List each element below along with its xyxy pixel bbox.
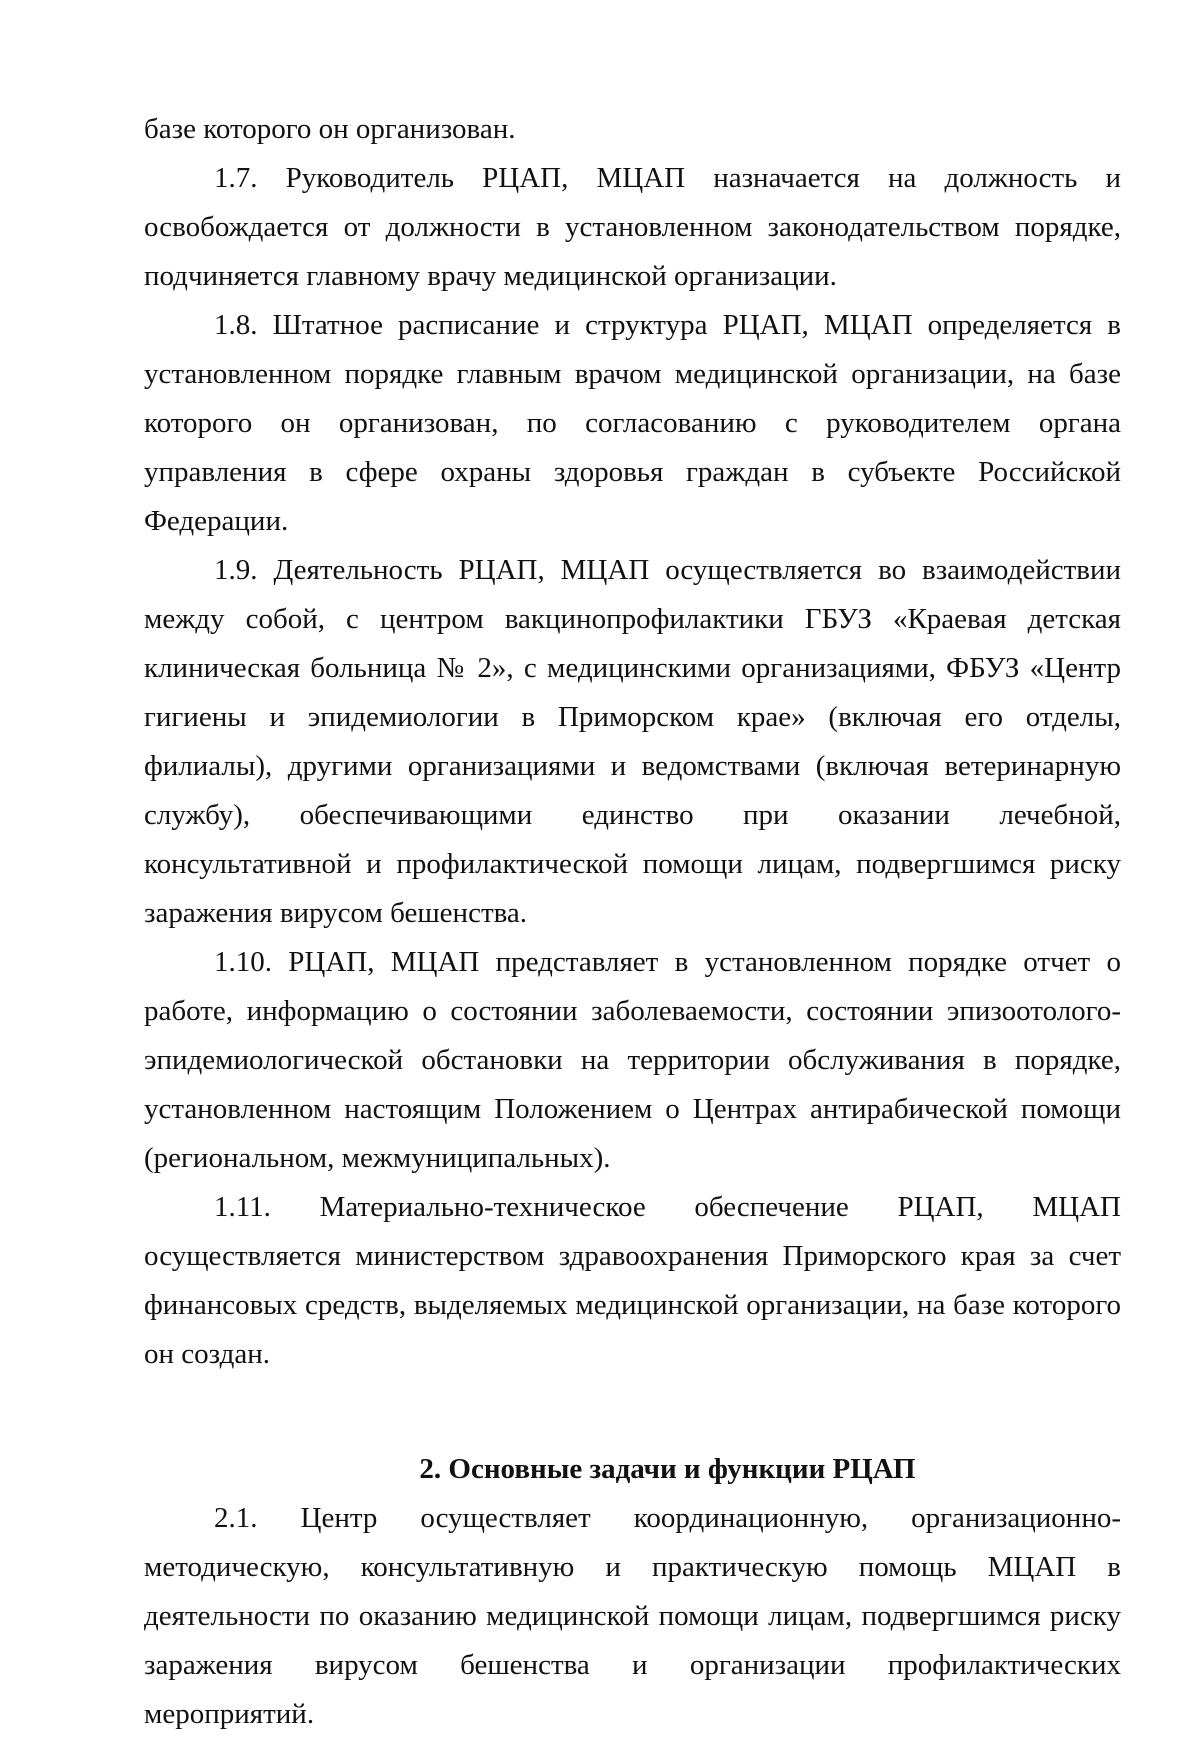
section-2-heading: 2. Основные задачи и функции РЦАП [419, 1453, 916, 1485]
paragraph-2-1: 2.1. Центр осуществляет координационную, организационно-методическую, консультативную и практическую помощь МЦАП в деятельности по оказанию медицинской помощи лицам, подвергшимся риску заражения вирусом бешенства и организации профилактических мероприятий. [144, 1502, 1121, 1730]
paragraph-1-11: 1.11. Материально-техническое обеспечение РЦАП, МЦАП осуществляется министерством здравоохранения Приморского края за счет финансовых средств, выделяемых медицинской организации, на базе которого он создан. [144, 1191, 1121, 1370]
paragraph-1-8: 1.8. Штатное расписание и структура РЦАП, МЦАП определяется в установленном порядке главным врачом медицинской организации, на базе которого он организован, по согласованию с руководителем органа управления в сфере охраны здоровья граждан в субъекте Российской Федерации. [144, 309, 1121, 537]
paragraph-continuation: базе которого он организован. [144, 113, 516, 145]
document-page [144, 105, 1121, 1739]
paragraph-1-9: 1.9. Деятельность РЦАП, МЦАП осуществляется во взаимодействии между собой, с центром вакцинопрофилактики ГБУЗ «Краевая детская клиническая больница № 2», с медицинскими организациями, ФБУЗ «Центр гигиены и эпидемиологии в Приморском крае» (включая его отделы, филиалы), другими организациями и ведомствами (включая ветеринарную службу), обеспечивающими единство при оказании лечебной, консультативной и профилактической помощи лицам, подвергшимся риску заражения вирусом бешенства. [144, 554, 1121, 929]
paragraph-1-7: 1.7. Руководитель РЦАП, МЦАП назначается на должность и освобождается от должности в установленном законодательством порядке, подчиняется главному врачу медицинской организации. [144, 162, 1121, 292]
paragraph-1-10: 1.10. РЦАП, МЦАП представляет в установленном порядке отчет о работе, информацию о состоянии заболеваемости, состоянии эпизоотолого-эпидемиологической обстановки на территории обслуживания в порядке, установленном настоящим Положением о Центрах антирабической помощи (региональном, межмуниципальных). [144, 946, 1121, 1174]
